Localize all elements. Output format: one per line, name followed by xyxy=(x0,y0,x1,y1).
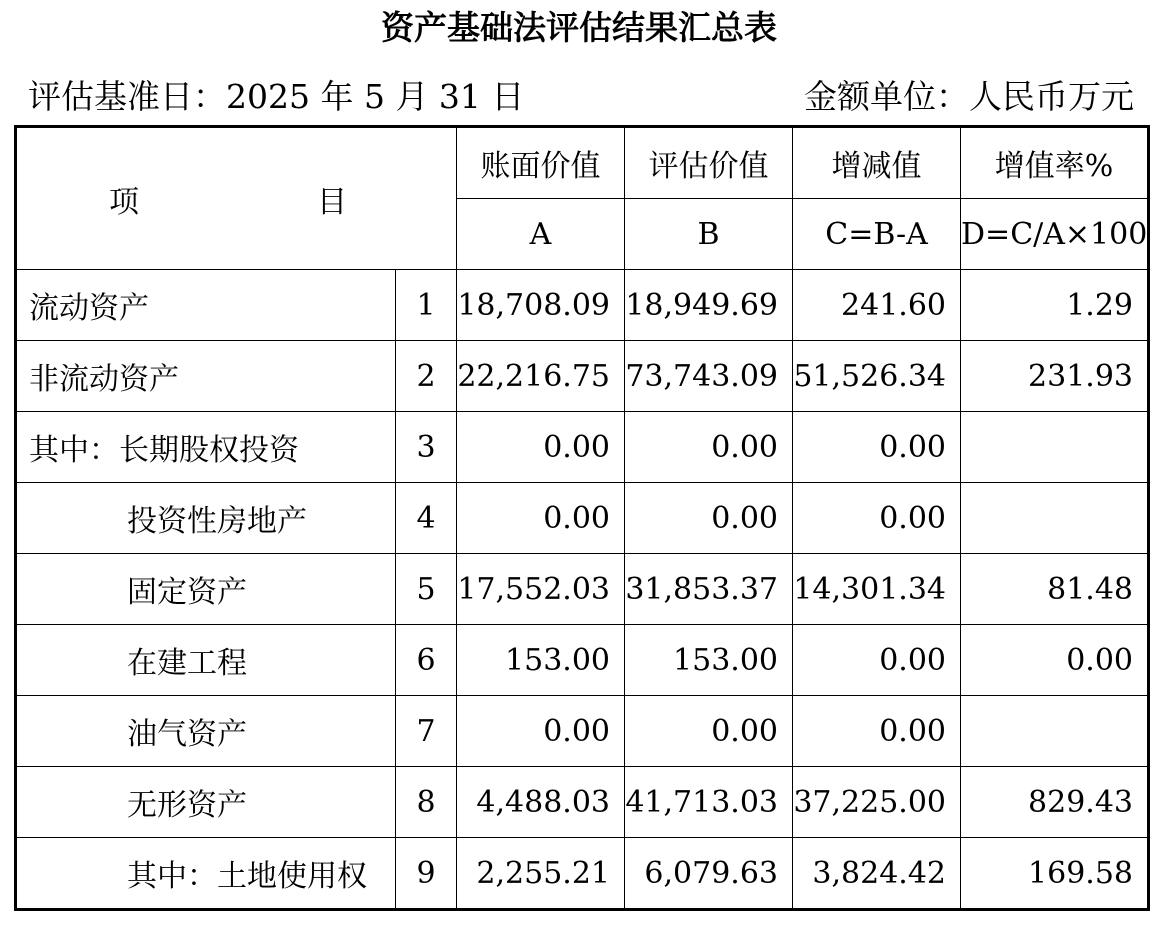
row-appreciation-rate: 829.43 xyxy=(961,767,1149,838)
row-book-value: 22,216.75 xyxy=(457,341,625,412)
row-appreciation-rate xyxy=(961,412,1149,483)
document-title: 资产基础法评估结果汇总表 xyxy=(381,8,777,47)
row-index: 7 xyxy=(396,696,457,767)
row-appraised-value: 0.00 xyxy=(625,696,793,767)
row-change-value: 0.00 xyxy=(793,625,961,696)
row-appreciation-rate: 81.48 xyxy=(961,554,1149,625)
row-appraised-value: 41,713.03 xyxy=(625,767,793,838)
row-appraised-value: 73,743.09 xyxy=(625,341,793,412)
row-book-value: 17,552.03 xyxy=(457,554,625,625)
row-appraised-value: 31,853.37 xyxy=(625,554,793,625)
table-row xyxy=(16,270,1149,341)
row-item-name: 在建工程 xyxy=(16,625,396,696)
row-change-value: 14,301.34 xyxy=(793,554,961,625)
row-appraised-value: 153.00 xyxy=(625,625,793,696)
col-d-formula: D=C/A×100 xyxy=(961,199,1149,270)
table-row xyxy=(16,483,1149,554)
row-item-name: 无形资产 xyxy=(16,767,396,838)
row-index: 3 xyxy=(396,412,457,483)
row-index: 5 xyxy=(396,554,457,625)
table-row xyxy=(16,341,1149,412)
row-index: 2 xyxy=(396,341,457,412)
table-row xyxy=(16,696,1149,767)
row-book-value: 18,708.09 xyxy=(457,270,625,341)
row-item-name: 流动资产 xyxy=(16,270,396,341)
table-row xyxy=(16,767,1149,838)
table-row xyxy=(16,838,1149,910)
row-change-value: 0.00 xyxy=(793,412,961,483)
table-row xyxy=(16,554,1149,625)
row-book-value: 4,488.03 xyxy=(457,767,625,838)
row-change-value: 241.60 xyxy=(793,270,961,341)
row-item-name: 投资性房地产 xyxy=(16,483,396,554)
row-item-name: 油气资产 xyxy=(16,696,396,767)
col-a-formula: A xyxy=(457,199,625,270)
row-change-value: 3,824.42 xyxy=(793,838,961,910)
row-book-value: 153.00 xyxy=(457,625,625,696)
row-appreciation-rate: 231.93 xyxy=(961,341,1149,412)
row-index: 8 xyxy=(396,767,457,838)
row-book-value: 2,255.21 xyxy=(457,838,625,910)
row-appraised-value: 0.00 xyxy=(625,412,793,483)
col-a-header: 账面价值 xyxy=(457,127,625,199)
col-c-header: 增减值 xyxy=(793,127,961,199)
col-c-formula: C=B-A xyxy=(793,199,961,270)
valuation-date: 评估基准日：2025 年 5 月 31 日 xyxy=(28,77,525,116)
item-header-char1: 项 xyxy=(109,184,139,220)
row-index: 1 xyxy=(396,270,457,341)
row-item-name: 其中：土地使用权 xyxy=(16,838,396,910)
row-change-value: 51,526.34 xyxy=(793,341,961,412)
col-b-formula: B xyxy=(625,199,793,270)
row-item-name: 固定资产 xyxy=(16,554,396,625)
row-appreciation-rate: 0.00 xyxy=(961,625,1149,696)
row-index: 4 xyxy=(396,483,457,554)
row-change-value: 37,225.00 xyxy=(793,767,961,838)
table-row xyxy=(16,625,1149,696)
currency-unit: 金额单位：人民币万元 xyxy=(804,77,1134,116)
row-appreciation-rate xyxy=(961,696,1149,767)
row-item-name: 其中：长期股权投资 xyxy=(16,412,396,483)
col-d-header: 增值率% xyxy=(961,127,1149,199)
row-index: 9 xyxy=(396,838,457,910)
valuation-summary-table xyxy=(14,125,1150,911)
row-index: 6 xyxy=(396,625,457,696)
row-book-value: 0.00 xyxy=(457,412,625,483)
item-header-cell xyxy=(16,127,457,270)
row-appreciation-rate xyxy=(961,483,1149,554)
table-meta xyxy=(28,76,1134,118)
row-change-value: 0.00 xyxy=(793,483,961,554)
row-item-name: 非流动资产 xyxy=(16,341,396,412)
row-book-value: 0.00 xyxy=(457,483,625,554)
row-change-value: 0.00 xyxy=(793,696,961,767)
row-appreciation-rate: 1.29 xyxy=(961,270,1149,341)
row-appraised-value: 6,079.63 xyxy=(625,838,793,910)
item-header-char2: 目 xyxy=(317,184,347,220)
row-appreciation-rate: 169.58 xyxy=(961,838,1149,910)
col-b-header: 评估价值 xyxy=(625,127,793,199)
row-appraised-value: 0.00 xyxy=(625,483,793,554)
row-book-value: 0.00 xyxy=(457,696,625,767)
table-row xyxy=(16,412,1149,483)
row-appraised-value: 18,949.69 xyxy=(625,270,793,341)
